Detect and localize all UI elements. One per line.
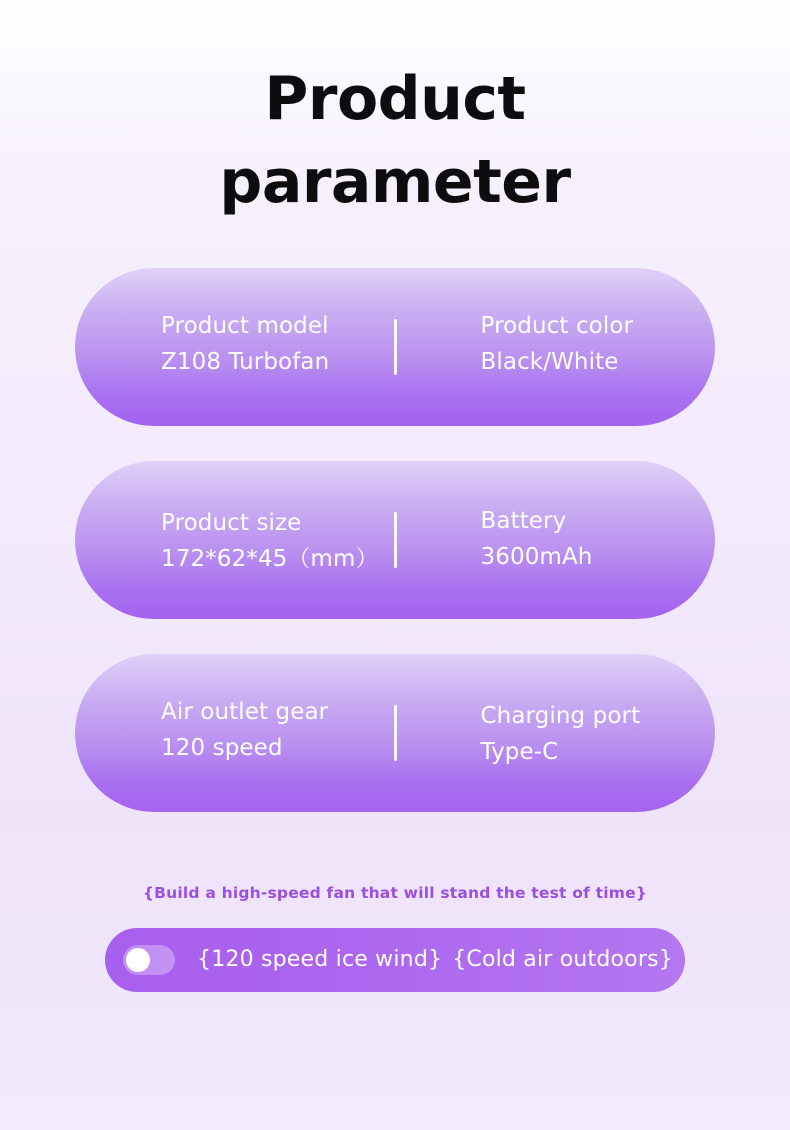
page-title	[0, 0, 790, 224]
spec-label: Air outlet gear	[161, 698, 329, 725]
spec-value: 172*62*45（mm）	[161, 545, 379, 572]
spec-cell-charging-port	[397, 699, 716, 770]
spec-value: 120 speed	[161, 734, 283, 761]
toggle-switch[interactable]	[123, 945, 175, 975]
spec-value: Type-C	[480, 738, 559, 765]
spec-label: Charging port	[480, 702, 641, 729]
toggle-knob-icon	[126, 948, 150, 972]
spec-list	[0, 268, 790, 812]
spec-cell-battery	[397, 504, 716, 575]
banner-text-part-1: {120 speed ice wind}	[197, 947, 443, 973]
spec-value: Black/White	[480, 348, 619, 375]
bottom-banner-wrap	[0, 928, 790, 992]
spec-cell-air-outlet-gear	[75, 695, 394, 766]
spec-cell-color	[397, 309, 716, 380]
banner-text	[197, 947, 673, 972]
banner-text-part-2: {Cold air outdoors}	[452, 947, 673, 973]
spec-label: Product model	[161, 312, 329, 339]
tagline: {Build a high-speed fan that will stand the test of time}	[142, 883, 648, 902]
spec-label: Product color	[480, 312, 634, 339]
page-title-line-2: parameter	[219, 146, 571, 217]
spec-row	[75, 654, 715, 812]
spec-cell-size	[75, 506, 394, 577]
spec-cell-model	[75, 309, 394, 380]
feature-banner	[105, 928, 685, 992]
spec-label: Product size	[161, 509, 302, 536]
page-title-line-1: Product	[264, 64, 526, 134]
spec-row	[75, 461, 715, 619]
spec-value: 3600mAh	[480, 543, 593, 570]
spec-row	[75, 268, 715, 426]
spec-value: Z108 Turbofan	[161, 348, 330, 375]
spec-label: Battery	[480, 507, 567, 534]
